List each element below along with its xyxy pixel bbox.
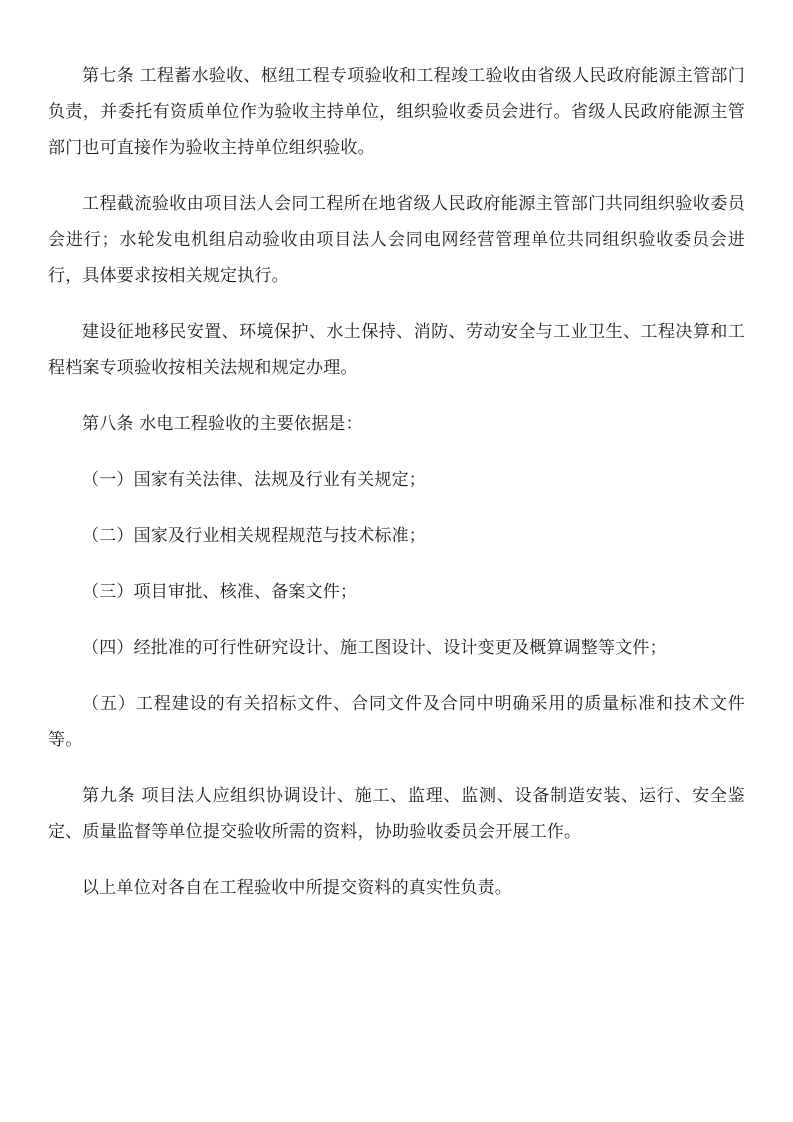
list-item-basis-5: （五）工程建设的有关招标文件、合同文件及合同中明确采用的质量标准和技术文件等。 (48, 694, 745, 750)
paragraph-article-9: 第九条 项目法人应组织协调设计、施工、监理、监测、设备制造安装、运行、安全鉴定、质量监督等单位提交验收所需的资料，协助验收委员会开展工作。 (48, 786, 745, 842)
paragraph-closure-acceptance: 工程截流验收由项目法人会同工程所在地省级人民政府能源主管部门共同组织验收委员会进行；水轮发电机组启动验收由项目法人会同电网经营管理单位共同组织验收委员会进行，具体要求按相关规定执行。 (48, 194, 745, 286)
list-item-basis-3: （三）项目审批、核准、备案文件； (82, 582, 358, 602)
list-item-basis-4: （四）经批准的可行性研究设计、施工图设计、设计变更及概算调整等文件； (82, 638, 667, 658)
list-item-basis-2: （二）国家及行业相关规程规范与技术标准； (82, 526, 426, 546)
paragraph-special-acceptance: 建设征地移民安置、环境保护、水土保持、消防、劳动安全与工业卫生、工程决算和工程档案专项验收按相关法规和规定办理。 (48, 322, 745, 378)
paragraph-article-8: 第八条 水电工程验收的主要依据是： (82, 414, 363, 434)
list-item-basis-1: （一）国家有关法律、法规及行业有关规定； (82, 470, 426, 490)
paragraph-article-7: 第七条 工程蓄水验收、枢纽工程专项验收和工程竣工验收由省级人民政府能源主管部门负责，并委托有资质单位作为验收主持单位，组织验收委员会进行。省级人民政府能源主管部门也可直接作为验收主持单位组织验收。 (48, 66, 745, 158)
paragraph-responsibility: 以上单位对各自在工程验收中所提交资料的真实性负责。 (82, 878, 512, 898)
